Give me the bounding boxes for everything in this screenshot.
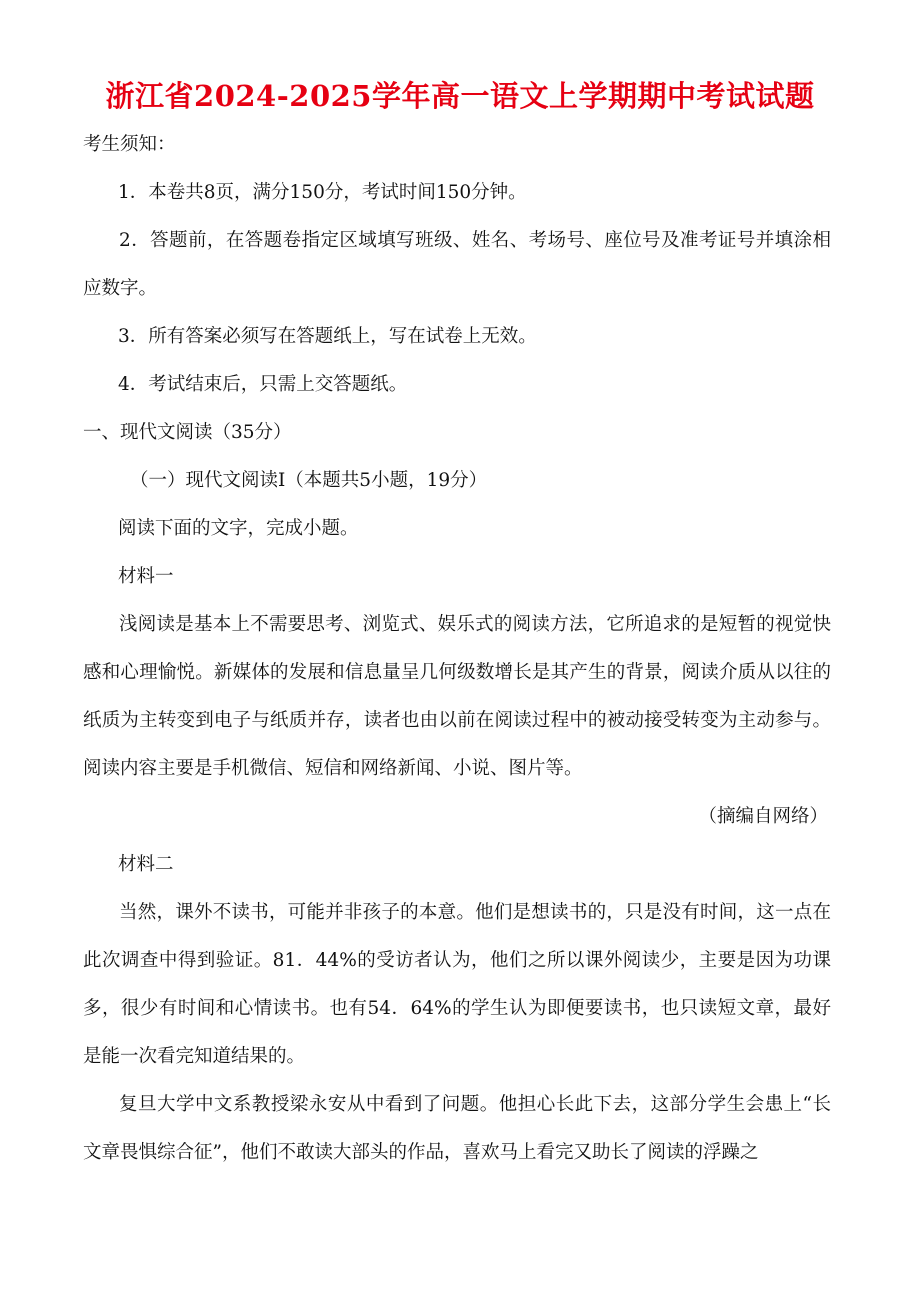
notice-item-3: 3．所有答案必须写在答题纸上，写在试卷上无效。: [118, 326, 537, 347]
material1-text: 浅阅读是基本上不需要思考、浏览式、娱乐式的阅读方法，它所追求的是短暂的视觉快感和心理愉悦。新媒体的发展和信息量呈几何级数增长是其产生的背景，阅读介质从以往的纸质为主转变到电子与纸质并存，读者也由以前在阅读过程中的被动接受转变为主动参与。阅读内容主要是手机微信、短信和网络新闻、小说、图片等。: [83, 614, 831, 779]
section-heading: 一、现代文阅读（35分）: [83, 422, 292, 443]
material1-source: （摘编自网络）: [698, 806, 828, 827]
notice-item-1: 1．本卷共8页，满分150分，考试时间150分钟。: [118, 182, 527, 203]
material2-paragraph-1: 当然，课外不读书，可能并非孩子的本意。他们是想读书的，只是没有时间，这一点在此次调查中得到验证。81．44%的受访者认为，他们之所以课外阅读少，主要是因为功课多，很少有时间和心情读书。也有54．64%的学生认为即便要读书，也只读短文章，最好是能一次看完知道结果的。: [83, 902, 831, 1067]
notice-heading: 考生须知：: [83, 134, 176, 155]
material1-label: 材料一: [118, 566, 174, 587]
document-title: 浙江省2024-2025学年高一语文上学期期中考试试题: [105, 79, 815, 113]
notice-item-2: 2．答题前，在答题卷指定区域填写班级、姓名、考场号、座位号及准考证号并填涂相应数字。: [83, 230, 831, 299]
sub-section-heading: （一）现代文阅读Ⅰ（本题共5小题，19分）: [130, 470, 488, 491]
material2-paragraph-2: 复旦大学中文系教授梁永安从中看到了问题。他担心长此下去，这部分学生会患上“长文章畏惧综合征”，他们不敢读大部头的作品，喜欢马上看完又助长了阅读的浮躁之: [83, 1094, 831, 1163]
material2-label: 材料二: [118, 854, 174, 875]
reading-instruction: 阅读下面的文字，完成小题。: [118, 518, 359, 539]
notice-item-4: 4．考试结束后，只需上交答题纸。: [118, 374, 408, 395]
